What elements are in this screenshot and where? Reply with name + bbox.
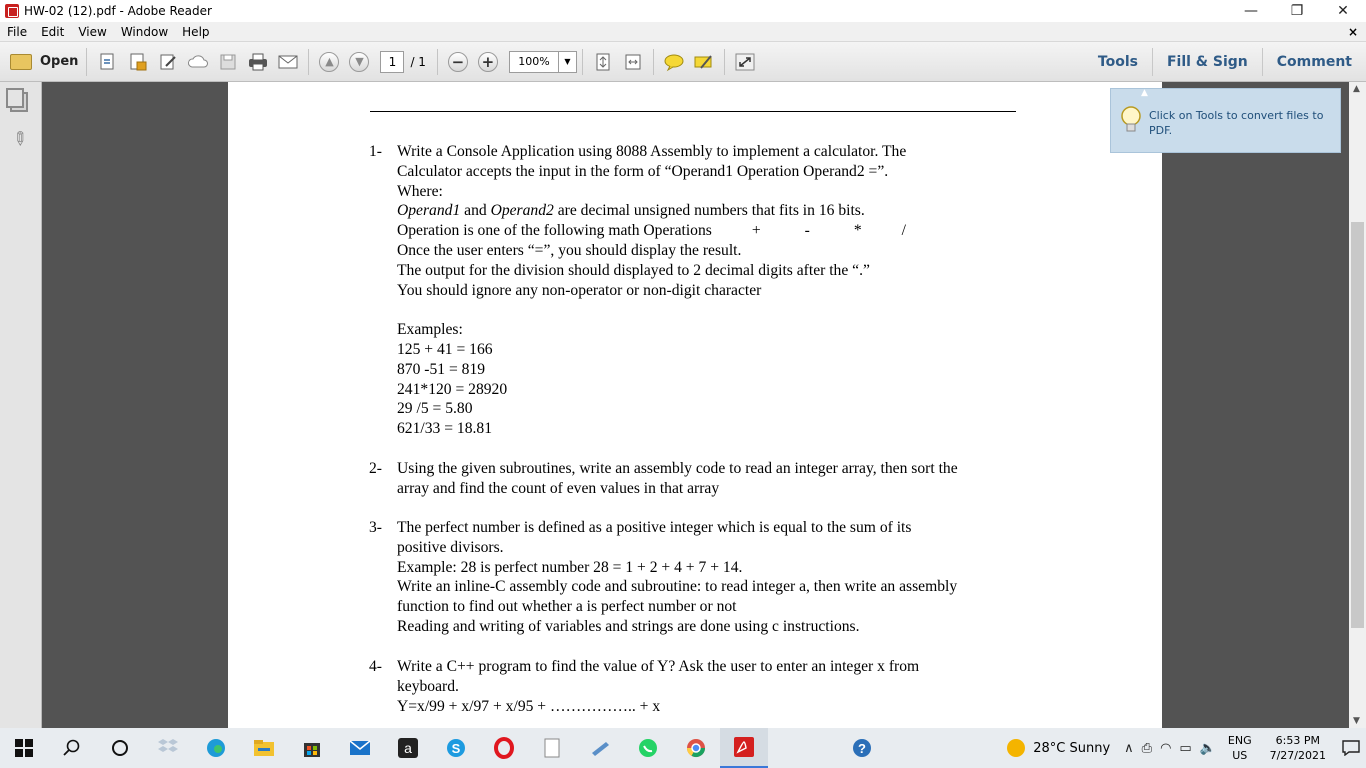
- clock-date: 7/27/2021: [1269, 749, 1326, 762]
- skype-icon[interactable]: [432, 728, 480, 768]
- create-pdf-icon[interactable]: [95, 50, 121, 74]
- chrome-icon[interactable]: [672, 728, 720, 768]
- question-number: 2-: [369, 460, 382, 477]
- microsoft-store-icon[interactable]: [288, 728, 336, 768]
- tooltip-text: [1149, 108, 1323, 138]
- highlight-icon[interactable]: [691, 50, 717, 74]
- tab-tools[interactable]: Tools: [1097, 54, 1138, 70]
- region-code: US: [1232, 749, 1248, 762]
- cortana-icon[interactable]: [96, 728, 144, 768]
- language-indicator[interactable]: [1228, 733, 1252, 763]
- print-icon[interactable]: [245, 50, 271, 74]
- q4-line: Write a C++ program to find the value of Y? Ask the user to enter an integer x from: [397, 658, 920, 675]
- q2-line: Using the given subroutines, write an assembly code to read an integer array, then sort the: [397, 460, 958, 477]
- folder-icon: [10, 54, 32, 70]
- battery-icon[interactable]: ▭: [1179, 740, 1192, 756]
- weather-widget[interactable]: [1007, 739, 1110, 757]
- system-tray: [1007, 728, 1366, 768]
- amazon-icon[interactable]: [384, 728, 432, 768]
- cloud-upload-icon[interactable]: [185, 50, 211, 74]
- weather-text: 28°C Sunny: [1033, 740, 1111, 756]
- q3-line: The perfect number is defined as a positive integer which is equal to the sum of its: [397, 519, 912, 536]
- close-document-button[interactable]: ×: [1347, 24, 1358, 39]
- page-total: / 1: [410, 54, 426, 69]
- svg-text:?: ?: [858, 741, 866, 756]
- panel-tabs: [1084, 42, 1366, 82]
- navigation-panel: [0, 82, 42, 728]
- q3-line: Example: 28 is perfect number 28 = 1 + 2 + 4 + 7 + 14.: [397, 558, 743, 576]
- zoom-value: 100%: [518, 55, 550, 68]
- adobe-reader-taskbar-icon[interactable]: [720, 728, 768, 768]
- tab-comment[interactable]: Comment: [1262, 48, 1366, 76]
- examples-title: Examples:: [397, 321, 463, 339]
- svg-text:S: S: [451, 741, 461, 756]
- blank-line: [397, 300, 1037, 320]
- clock-time: 6:53 PM: [1275, 734, 1320, 747]
- lightbulb-icon: [1120, 105, 1142, 135]
- menu-edit[interactable]: Edit: [41, 24, 65, 39]
- q4-line: keyboard.: [397, 677, 459, 695]
- save-icon[interactable]: [215, 50, 241, 74]
- operand1-term: Operand1: [397, 202, 461, 220]
- q1-line: Where:: [397, 182, 443, 200]
- operator-divide: /: [901, 222, 906, 240]
- example-line: 241*120 = 28920: [397, 380, 508, 398]
- q1-line: [397, 221, 1037, 241]
- volume-icon[interactable]: 🔈: [1199, 740, 1216, 756]
- tooltip-line: PDF.: [1149, 124, 1173, 137]
- next-page-button[interactable]: ▼: [346, 50, 372, 74]
- svg-text:a: a: [404, 740, 412, 756]
- attachments-icon[interactable]: ✎: [6, 126, 33, 152]
- edge-browser-icon[interactable]: [192, 728, 240, 768]
- q3-line: positive divisors.: [397, 538, 504, 556]
- q1-line: [397, 201, 1037, 221]
- menu-bar: [0, 22, 1366, 42]
- adobe-reader-icon: [5, 4, 19, 18]
- example-line: 621/33 = 18.81: [397, 420, 492, 438]
- windows-start-icon[interactable]: [0, 728, 48, 768]
- toolbar-separator: [437, 49, 438, 75]
- clock[interactable]: [1270, 733, 1326, 763]
- meet-now-icon[interactable]: ⎙: [1141, 740, 1153, 756]
- scroll-down-arrow[interactable]: ▼: [1353, 716, 1360, 726]
- menu-file[interactable]: File: [7, 24, 28, 39]
- notification-icon[interactable]: [1336, 728, 1366, 768]
- page-thumbnails-icon[interactable]: [10, 92, 28, 112]
- q2-line: array and find the count of even values in that array: [397, 479, 720, 497]
- operand2-term: Operand2: [490, 202, 554, 220]
- operator-minus: -: [804, 222, 810, 240]
- scroll-thumb[interactable]: [1351, 222, 1364, 628]
- minimize-button[interactable]: —: [1244, 3, 1258, 19]
- scroll-up-arrow[interactable]: ▲: [1353, 84, 1360, 94]
- restore-button[interactable]: ❐: [1290, 3, 1304, 19]
- q1-line: The output for the division should displayed to 2 decimal digits after the “.”: [397, 261, 870, 279]
- q3-line: Reading and writing of variables and strings are done using c instructions.: [397, 617, 860, 635]
- q1-line: Calculator accepts the input in the form of “Operand1 Operation Operand2 =”.: [397, 162, 889, 180]
- chevron-up-icon[interactable]: ∧: [1124, 740, 1134, 756]
- document-viewer[interactable]: [42, 82, 1349, 728]
- previous-page-button[interactable]: ▲: [316, 50, 342, 74]
- file-explorer-icon[interactable]: [240, 728, 288, 768]
- chevron-up-icon: ▲: [1141, 88, 1148, 98]
- question-number: 3-: [369, 519, 382, 536]
- wifi-icon[interactable]: ◠: [1160, 740, 1172, 756]
- q1-line: Once the user enters “=”, you should display the result.: [397, 241, 742, 259]
- tooltip-line: Click on Tools to convert files to: [1149, 109, 1324, 122]
- window-title: HW-02 (12).pdf - Adobe Reader: [24, 4, 212, 18]
- mail-icon[interactable]: [336, 728, 384, 768]
- email-icon[interactable]: [275, 50, 301, 74]
- open-label: Open: [40, 54, 79, 69]
- vertical-scrollbar[interactable]: [1349, 82, 1366, 728]
- page-number-input[interactable]: 1: [380, 51, 404, 73]
- export-pdf-icon[interactable]: [125, 50, 151, 74]
- menu-view[interactable]: View: [78, 24, 107, 39]
- question-number: 1-: [369, 143, 382, 160]
- tools-tooltip[interactable]: [1110, 88, 1341, 153]
- horizontal-rule: [370, 111, 1016, 112]
- operator-multiply: *: [853, 222, 862, 240]
- example-line: 125 + 41 = 166: [397, 340, 493, 358]
- q1-text: are decimal unsigned numbers that fits in 16 bits.: [553, 202, 865, 220]
- pdf-page: [228, 82, 1162, 728]
- sun-icon: [1007, 739, 1025, 757]
- blank-document-icon[interactable]: [528, 728, 576, 768]
- example-line: 870 -51 = 819: [397, 360, 486, 378]
- taskbar: [0, 728, 1366, 768]
- menu-help[interactable]: Help: [182, 24, 210, 39]
- language-code: ENG: [1227, 734, 1252, 747]
- edit-pdf-icon[interactable]: [155, 50, 181, 74]
- fit-width-icon[interactable]: [620, 50, 646, 74]
- q1-line: You should ignore any non-operator or non-digit character: [397, 281, 762, 299]
- chevron-down-icon[interactable]: ▼: [558, 52, 576, 72]
- q1-text: Operation is one of the following math Operations: [397, 222, 712, 240]
- toolbar-separator: [582, 49, 583, 75]
- help-app-icon[interactable]: [838, 728, 886, 768]
- close-button[interactable]: ✕: [1337, 3, 1349, 19]
- zoom-select[interactable]: [509, 51, 577, 73]
- toolbar-separator: [653, 49, 654, 75]
- open-button[interactable]: [10, 48, 87, 76]
- opera-icon[interactable]: [480, 728, 528, 768]
- menu-window[interactable]: Window: [120, 24, 169, 39]
- search-icon[interactable]: [48, 728, 96, 768]
- fit-page-icon[interactable]: [590, 50, 616, 74]
- zoom-in-button[interactable]: +: [475, 50, 501, 74]
- q1-line: Write a Console Application using 8088 Assembly to implement a calculator. The: [397, 143, 907, 160]
- example-line: 29 /5 = 5.80: [397, 400, 473, 418]
- operator-plus: +: [751, 222, 761, 240]
- q1-text: and: [460, 202, 491, 220]
- question-number: 4-: [369, 658, 382, 675]
- zoom-out-button[interactable]: −: [445, 50, 471, 74]
- app-icon[interactable]: [576, 728, 624, 768]
- q4-line: Y=x/99 + x/97 + x/95 + …………….. + x: [397, 697, 661, 715]
- toolbar-separator: [724, 49, 725, 75]
- full-screen-icon[interactable]: [732, 50, 758, 74]
- comment-bubble-icon[interactable]: [661, 50, 687, 74]
- q3-line: function to find out whether a is perfect number or not: [397, 598, 737, 616]
- q3-line: Write an inline-C assembly code and subroutine: to read integer a, then write an assembly: [397, 578, 958, 596]
- whatsapp-icon[interactable]: [624, 728, 672, 768]
- tab-fill-and-sign[interactable]: Fill & Sign: [1152, 48, 1262, 76]
- toolbar-separator: [308, 49, 309, 75]
- title-bar: [0, 0, 1366, 22]
- toolbar: [0, 42, 1366, 82]
- dropbox-icon[interactable]: [144, 728, 192, 768]
